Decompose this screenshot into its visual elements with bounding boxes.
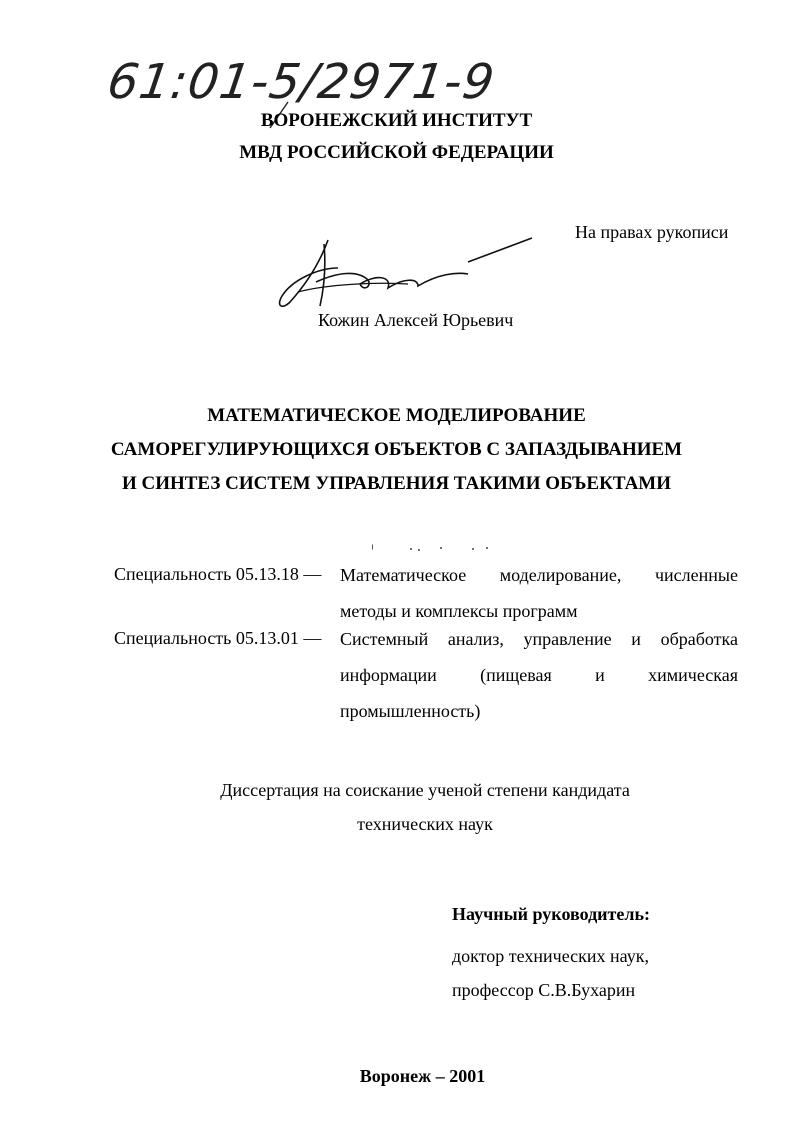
specialty-2-description: Системный анализ, управление и обработка информации (пищевая и химическая промышленность) [340,629,738,721]
scan-speck [372,544,373,550]
author-name: Кожин Алексей Юрьевич [318,310,514,330]
city-year: Воронеж – 2001 [359,1066,486,1086]
scan-speck [440,547,442,549]
specialty-1-label: Специальность 05.13.18 — [114,564,322,584]
institution-line-2: МВД РОССИЙСКОЙ ФЕДЕРАЦИИ [239,142,554,163]
author-signature [268,222,543,322]
supervisor-label: Научный руководитель: [452,904,650,924]
scan-speck [418,549,420,551]
institution-line-1: ВОРОНЕЖСКИЙ ИНСТИТУТ [260,110,533,131]
dissertation-line-1: Диссертация на соискание ученой степени кандидата [220,780,630,800]
specialty-2-label: Специальность 05.13.01 — [114,628,322,648]
title-line-3: И СИНТЕЗ СИСТЕМ УПРАВЛЕНИЯ ТАКИМИ ОБЪЕКТАМИ [121,473,672,494]
supervisor-degree: доктор технических наук, [452,946,649,966]
rights-note: На правах рукописи [575,222,729,242]
scan-speck [410,548,412,550]
dissertation-line-2: технических наук [357,814,493,834]
scan-speck [486,547,488,549]
supervisor-name: профессор С.В.Бухарин [452,980,636,1000]
specialty-1-description: Математическое моделирование, численные методы и комплексы программ [340,565,738,621]
scan-speck [472,548,474,550]
handwritten-archive-number-text: 61:01-5/2971-9 [104,54,499,110]
title-line-1: МАТЕМАТИЧЕСКОЕ МОДЕЛИРОВАНИЕ [207,405,586,426]
title-line-2: САМОРЕГУЛИРУЮЩИХСЯ ОБЪЕКТОВ С ЗАПАЗДЫВАНИЕМ [110,439,683,460]
